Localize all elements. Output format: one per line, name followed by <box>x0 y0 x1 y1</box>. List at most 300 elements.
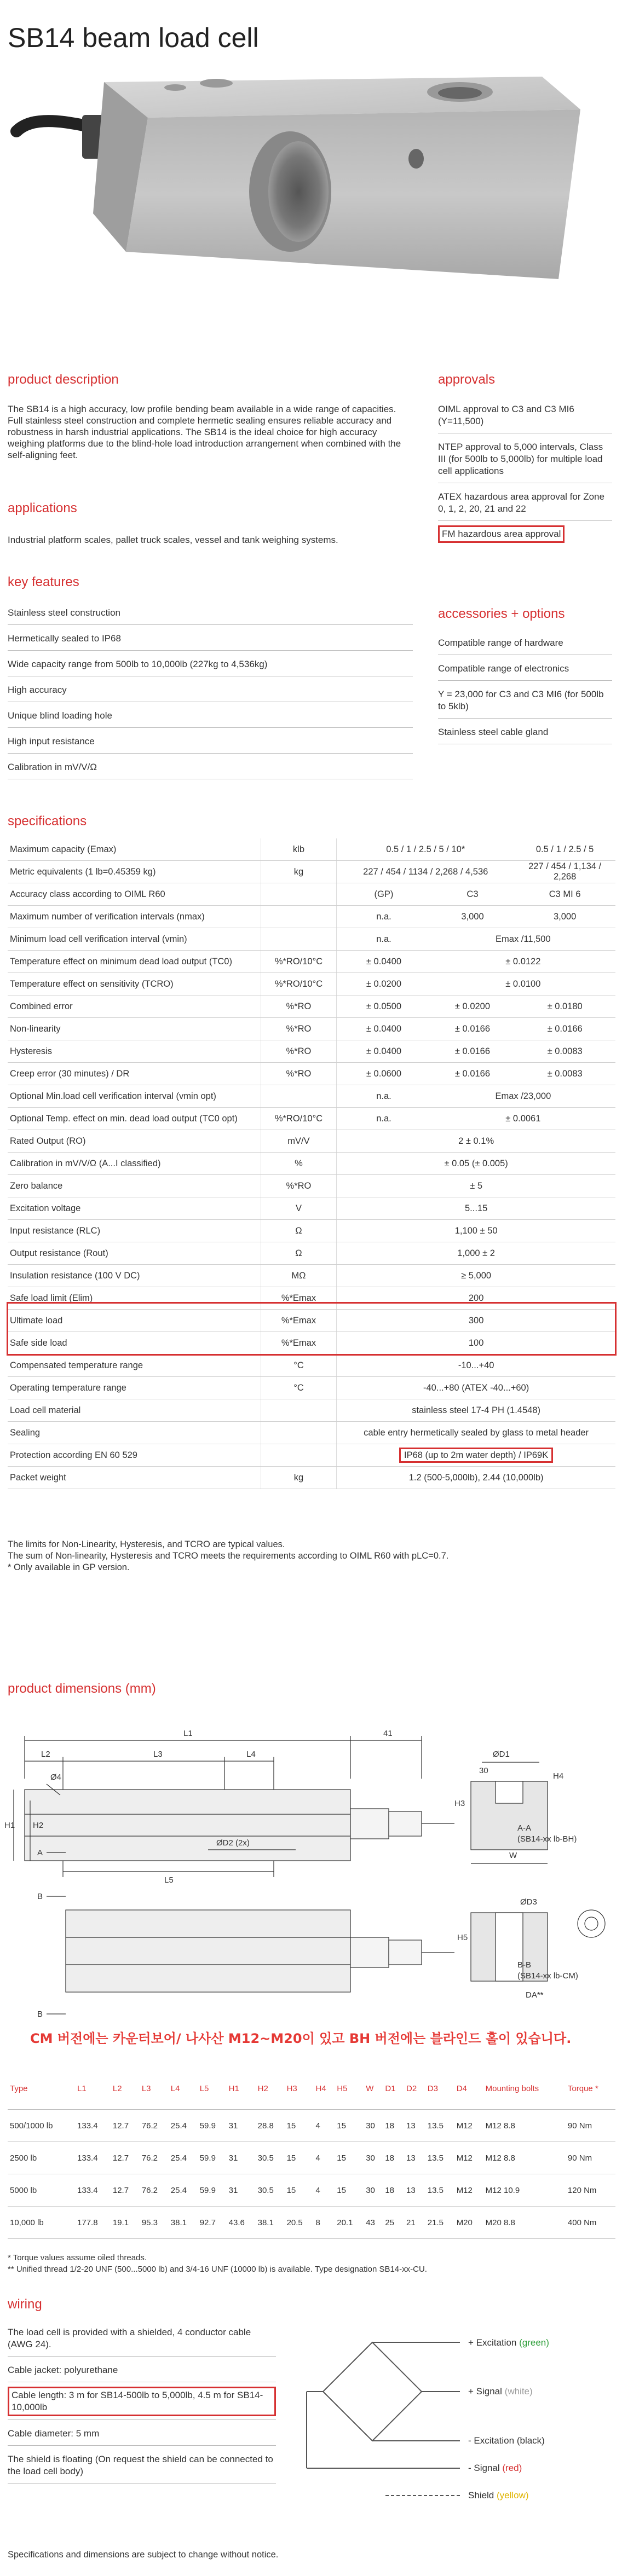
dim-cell: 133.4 <box>75 2142 111 2174</box>
spec-row <box>8 928 615 951</box>
dim-cell: 76.2 <box>140 2174 169 2207</box>
list-item: Y = 23,000 for C3 and C3 MI6 (for 500lb to 5klb) <box>438 681 612 719</box>
spec-value: ± 0.0180 <box>514 995 615 1018</box>
spec-unit: %*RO <box>261 1018 337 1040</box>
label-30: 30 <box>479 1766 488 1775</box>
dim-header: H3 <box>285 2068 314 2110</box>
list-item: Unique blind loading hole <box>8 702 413 728</box>
label-B2: B <box>37 2010 43 2019</box>
spec-unit <box>261 1399 337 1422</box>
spec-value: ± 0.0400 <box>337 1040 431 1063</box>
dim-cell: 92.7 <box>198 2207 227 2239</box>
label-H2: H2 <box>33 1821 44 1830</box>
spec-value: n.a. <box>337 1108 431 1130</box>
label-D1: ØD1 <box>493 1750 510 1759</box>
key-features-heading: key features <box>8 575 79 589</box>
spec-value: 1,100 ± 50 <box>337 1220 615 1242</box>
dim-header: H2 <box>256 2068 285 2110</box>
label-L1: L1 <box>183 1729 193 1738</box>
product-dimensions-heading: product dimensions (mm) <box>8 1681 156 1696</box>
spec-unit: kg <box>261 861 337 883</box>
spec-value: 100 <box>337 1332 615 1354</box>
spec-unit: %*RO/10°C <box>261 973 337 995</box>
spec-value: ± 5 <box>337 1175 615 1197</box>
dim-cell: M12 <box>454 2174 483 2207</box>
spec-value: (GP) <box>337 883 431 906</box>
spec-label: Maximum capacity (Emax) <box>8 838 261 861</box>
dim-cell: M12 8.8 <box>483 2142 566 2174</box>
dim-cell: 31 <box>227 2142 256 2174</box>
dim-cell: 31 <box>227 2174 256 2207</box>
spec-value: 5...15 <box>337 1197 615 1220</box>
specifications-table <box>8 838 615 1489</box>
dim-cell: M20 <box>454 2207 483 2239</box>
signal-label: - Signal (red) <box>468 2463 522 2473</box>
dim-cell: 95.3 <box>140 2207 169 2239</box>
resistance-highlight <box>7 1302 617 1356</box>
dim-cell: 8 <box>314 2207 335 2239</box>
spec-label: Excitation voltage <box>8 1197 261 1220</box>
spec-row <box>8 1399 615 1422</box>
spec-note: The sum of Non-linearity, Hysteresis and TCRO meets the requirements according to OIML R60 with pLC=0.7. <box>8 1551 449 1561</box>
dim-cell: 15 <box>285 2174 314 2207</box>
spec-unit: %*RO <box>261 1040 337 1063</box>
spec-value <box>337 1444 615 1467</box>
spec-value: -10...+40 <box>337 1354 615 1377</box>
dim-cell: 12.7 <box>111 2110 140 2142</box>
table-row <box>8 2174 615 2207</box>
spec-value: 227 / 454 / 1134 / 2,268 / 4,536 <box>337 861 515 883</box>
page-title: SB14 beam load cell <box>8 22 259 53</box>
label-L5: L5 <box>164 1875 174 1885</box>
dim-header: D3 <box>425 2068 454 2110</box>
spec-value: Emax /23,000 <box>431 1085 615 1108</box>
spec-value: 0.5 / 1 / 2.5 / 5 <box>514 838 615 861</box>
product-description-heading: product description <box>8 372 119 387</box>
signal-label: + Excitation (green) <box>468 2337 549 2348</box>
spec-value: 2 ± 0.1% <box>337 1130 615 1153</box>
applications-heading: applications <box>8 501 77 516</box>
spec-unit: %*RO/10°C <box>261 1108 337 1130</box>
label-D3: ØD3 <box>520 1897 537 1907</box>
spec-unit: %*RO/10°C <box>261 951 337 973</box>
dim-cell: 13.5 <box>425 2174 454 2207</box>
label-D4: DA** <box>526 1990 544 2000</box>
dim-cell: 25.4 <box>169 2174 198 2207</box>
approvals-list <box>438 396 612 548</box>
list-item: Stainless steel construction <box>8 599 413 625</box>
dim-cell: 13.5 <box>425 2142 454 2174</box>
dim-cell: 25.4 <box>169 2142 198 2174</box>
label-AA-sub: (SB14-xx lb-BH) <box>517 1834 577 1844</box>
spec-row <box>8 883 615 906</box>
spec-label: Creep error (30 minutes) / DR <box>8 1063 261 1085</box>
spec-row <box>8 1377 615 1399</box>
spec-label: Load cell material <box>8 1399 261 1422</box>
dim-cell: M12 10.9 <box>483 2174 566 2207</box>
spec-unit: %*RO <box>261 1175 337 1197</box>
list-item: Hermetically sealed to IP68 <box>8 625 413 651</box>
dim-cell: M12 <box>454 2110 483 2142</box>
dim-cell: 4 <box>314 2110 335 2142</box>
signal-label: - Excitation (black) <box>468 2435 545 2446</box>
dim-cell: 59.9 <box>198 2110 227 2142</box>
spec-unit <box>261 1444 337 1467</box>
spec-value: 1.2 (500-5,000lb), 2.44 (10,000lb) <box>337 1467 615 1489</box>
dim-cell: 4 <box>314 2174 335 2207</box>
spec-unit: klb <box>261 838 337 861</box>
dim-cell: 31 <box>227 2110 256 2142</box>
dim-header: D4 <box>454 2068 483 2110</box>
spec-label: Sealing <box>8 1422 261 1444</box>
spec-value: ± 0.0166 <box>431 1018 515 1040</box>
dim-cell: 15 <box>285 2110 314 2142</box>
dim-cell: 30.5 <box>256 2142 285 2174</box>
spec-row <box>8 1063 615 1085</box>
dim-cell: 28.8 <box>256 2110 285 2142</box>
spec-unit: V <box>261 1197 337 1220</box>
dim-cell: 43 <box>364 2207 383 2239</box>
spec-row <box>8 1242 615 1265</box>
spec-row <box>8 1354 615 1377</box>
spec-value: ± 0.0083 <box>514 1040 615 1063</box>
dim-cell: 38.1 <box>169 2207 198 2239</box>
label-H4: H4 <box>553 1772 564 1781</box>
spec-unit: % <box>261 1153 337 1175</box>
spec-value: ± 0.0100 <box>431 973 615 995</box>
dim-cell: 76.2 <box>140 2110 169 2142</box>
spec-unit: Ω <box>261 1220 337 1242</box>
list-item: The load cell is provided with a shielded, 4 conductor cable (AWG 24). <box>8 2319 276 2357</box>
spec-unit <box>261 883 337 906</box>
dimension-drawing <box>0 1724 622 2019</box>
wiring-heading: wiring <box>8 2297 42 2312</box>
dim-cell: 15 <box>335 2142 364 2174</box>
spec-value: ± 0.0500 <box>337 995 431 1018</box>
dim-header: L3 <box>140 2068 169 2110</box>
dim-cell: 30 <box>364 2174 383 2207</box>
spec-unit: %*Emax <box>261 1310 337 1332</box>
dimension-notes <box>8 2252 610 2275</box>
list-item: Cable diameter: 5 mm <box>8 2420 276 2446</box>
dim-cell: 43.6 <box>227 2207 256 2239</box>
spec-label: Rated Output (RO) <box>8 1130 261 1153</box>
fm-approval-highlight: FM hazardous area approval <box>438 525 565 543</box>
spec-label: Temperature effect on sensitivity (TCRO) <box>8 973 261 995</box>
ip-rating-highlight: IP68 (up to 2m water depth) / IP69K <box>399 1448 553 1463</box>
label-d4: Ø4 <box>50 1773 62 1782</box>
dim-cell: 12.7 <box>111 2174 140 2207</box>
signal-label: Shield (yellow) <box>468 2490 529 2500</box>
spec-unit: %*RO <box>261 995 337 1018</box>
spec-unit: mV/V <box>261 1130 337 1153</box>
spec-value: 0.5 / 1 / 2.5 / 5 / 10* <box>337 838 515 861</box>
spec-row <box>8 973 615 995</box>
approvals-heading: approvals <box>438 372 496 387</box>
spec-value: stainless steel 17-4 PH (1.4548) <box>337 1399 615 1422</box>
spec-row <box>8 1018 615 1040</box>
dim-header: Type <box>8 2068 75 2110</box>
dim-cell: 500/1000 lb <box>8 2110 75 2142</box>
spec-value: C3 MI 6 <box>514 883 615 906</box>
spec-value: C3 <box>431 883 515 906</box>
dim-cell: 120 Nm <box>566 2174 615 2207</box>
label-H3: H3 <box>454 1799 465 1808</box>
spec-unit: %*RO <box>261 1063 337 1085</box>
dim-header: L5 <box>198 2068 227 2110</box>
dim-cell: 18 <box>383 2174 404 2207</box>
spec-label: Optional Temp. effect on min. dead load output (TC0 opt) <box>8 1108 261 1130</box>
spec-label: Combined error <box>8 995 261 1018</box>
dim-cell: 12.7 <box>111 2142 140 2174</box>
spec-row <box>8 1422 615 1444</box>
spec-label: Safe load limit (Elim) <box>8 1287 261 1310</box>
table-row <box>8 2110 615 2142</box>
spec-value: ± 0.0083 <box>514 1063 615 1085</box>
list-item: High input resistance <box>8 728 413 754</box>
label-B1: B <box>37 1892 43 1901</box>
spec-value: ± 0.0122 <box>431 951 615 973</box>
key-features-list <box>8 599 413 779</box>
dim-cell: 133.4 <box>75 2174 111 2207</box>
spec-value: ≥ 5,000 <box>337 1265 615 1287</box>
list-item: OIML approval to C3 and C3 MI6 (Y=11,500) <box>438 396 612 433</box>
spec-value: ± 0.0166 <box>431 1040 515 1063</box>
cable-length-highlight: Cable length: 3 m for SB14-500lb to 5,000lb, 4.5 m for SB14-10,000lb <box>8 2387 276 2416</box>
spec-label: Compensated temperature range <box>8 1354 261 1377</box>
label-H1: H1 <box>4 1821 15 1830</box>
spec-unit: MΩ <box>261 1265 337 1287</box>
dim-header: L1 <box>75 2068 111 2110</box>
dim-cell: 13.5 <box>425 2110 454 2142</box>
spec-unit <box>261 906 337 928</box>
spec-value: n.a. <box>337 928 431 951</box>
spec-value: ± 0.0400 <box>337 951 431 973</box>
list-item: The shield is floating (On request the shield can be connected to the load cell body) <box>8 2446 276 2484</box>
spec-value: 200 <box>337 1287 615 1310</box>
label-D2: ØD2 (2x) <box>216 1838 250 1848</box>
spec-row <box>8 1085 615 1108</box>
spec-row <box>8 906 615 928</box>
korean-note: CM 버전에는 카운터보어/ 나사산 M12~M20이 있고 BH 버전에는 블라인드 홀이 있습니다. <box>30 2031 572 2046</box>
label-W: W <box>509 1851 517 1860</box>
spec-value: ± 0.0200 <box>337 973 431 995</box>
spec-value: ± 0.0600 <box>337 1063 431 1085</box>
dim-cell: 90 Nm <box>566 2142 615 2174</box>
dim-cell: 30 <box>364 2110 383 2142</box>
dim-cell: 133.4 <box>75 2110 111 2142</box>
dim-cell: 38.1 <box>256 2207 285 2239</box>
spec-label: Calibration in mV/V/Ω (A...I classified) <box>8 1153 261 1175</box>
dim-cell: 15 <box>335 2174 364 2207</box>
spec-value: 1,000 ± 2 <box>337 1242 615 1265</box>
dim-header: L4 <box>169 2068 198 2110</box>
spec-label: Non-linearity <box>8 1018 261 1040</box>
label-BB: B-B <box>517 1960 532 1970</box>
dim-cell: 10,000 lb <box>8 2207 75 2239</box>
wiring-diagram <box>296 2331 580 2528</box>
spec-value: 227 / 454 / 1,134 / 2,268 <box>514 861 615 883</box>
dim-cell: 30 <box>364 2142 383 2174</box>
list-item: Calibration in mV/V/Ω <box>8 754 413 779</box>
dim-cell: 4 <box>314 2142 335 2174</box>
label-41: 41 <box>383 1729 393 1738</box>
dim-header: D1 <box>383 2068 404 2110</box>
dim-cell: 59.9 <box>198 2174 227 2207</box>
dim-note: * Torque values assume oiled threads. <box>8 2253 147 2262</box>
spec-unit <box>261 928 337 951</box>
dim-cell: 15 <box>335 2110 364 2142</box>
spec-unit: %*Emax <box>261 1332 337 1354</box>
dim-cell: 59.9 <box>198 2142 227 2174</box>
spec-value: Emax /11,500 <box>431 928 615 951</box>
list-item: High accuracy <box>8 676 413 702</box>
dim-header: Mounting bolts <box>483 2068 566 2110</box>
dim-header: L2 <box>111 2068 140 2110</box>
spec-label: Optional Min.load cell verification interval (vmin opt) <box>8 1085 261 1108</box>
dim-cell: 18 <box>383 2110 404 2142</box>
dimensions-table <box>8 2068 615 2239</box>
dim-header: H4 <box>314 2068 335 2110</box>
label-BB-sub: (SB14-xx lb-CM) <box>517 1971 578 1981</box>
list-item: NTEP approval to 5,000 intervals, Class III (for 500lb to 5,000lb) for multiple load cell applications <box>438 433 612 483</box>
spec-note: The limits for Non-Linearity, Hysteresis, and TCRO are typical values. <box>8 1539 285 1549</box>
spec-label: Ultimate load <box>8 1310 261 1332</box>
dim-note: ** Unified thread 1/2-20 UNF (500...5000 lb) and 3/4-16 UNF (10000 lb) is available. Type designation SB14-xx-CU. <box>8 2265 427 2274</box>
spec-label: Packet weight <box>8 1467 261 1489</box>
dim-header: W <box>364 2068 383 2110</box>
spec-unit <box>261 1422 337 1444</box>
spec-note: * Only available in GP version. <box>8 1562 130 1572</box>
spec-unit: kg <box>261 1467 337 1489</box>
label-A1: A <box>37 1848 43 1857</box>
spec-value: ± 0.0200 <box>431 995 515 1018</box>
spec-label: Temperature effect on minimum dead load output (TC0) <box>8 951 261 973</box>
spec-value: cable entry hermetically sealed by glass to metal header <box>337 1422 615 1444</box>
spec-label: Minimum load cell verification interval (vmin) <box>8 928 261 951</box>
dim-cell: 76.2 <box>140 2142 169 2174</box>
dim-cell: 13 <box>404 2142 425 2174</box>
spec-value: ± 0.05 (± 0.005) <box>337 1153 615 1175</box>
table-row <box>8 2142 615 2174</box>
label-H5: H5 <box>457 1933 468 1942</box>
spec-row <box>8 1197 615 1220</box>
spec-label: Operating temperature range <box>8 1377 261 1399</box>
dim-cell: 2500 lb <box>8 2142 75 2174</box>
list-item: Stainless steel cable gland <box>438 719 612 744</box>
dim-cell: 20.5 <box>285 2207 314 2239</box>
specifications-heading: specifications <box>8 814 87 829</box>
dim-cell: 15 <box>285 2142 314 2174</box>
label-L2: L2 <box>41 1750 50 1759</box>
spec-row <box>8 1130 615 1153</box>
spec-label: Hysteresis <box>8 1040 261 1063</box>
spec-unit: %*Emax <box>261 1287 337 1310</box>
load-cell-image <box>0 49 622 356</box>
spec-value: ± 0.0400 <box>337 1018 431 1040</box>
dim-cell: 21 <box>404 2207 425 2239</box>
spec-label: Maximum number of verification intervals (nmax) <box>8 906 261 928</box>
spec-unit: °C <box>261 1354 337 1377</box>
dim-cell: 19.1 <box>111 2207 140 2239</box>
spec-row <box>8 951 615 973</box>
spec-label: Insulation resistance (100 V DC) <box>8 1265 261 1287</box>
dim-cell: 25 <box>383 2207 404 2239</box>
list-item: Compatible range of hardware <box>438 629 612 655</box>
spec-row <box>8 1220 615 1242</box>
table-row <box>8 2207 615 2239</box>
label-L4: L4 <box>246 1750 256 1759</box>
spec-value: ± 0.0166 <box>514 1018 615 1040</box>
spec-row <box>8 1175 615 1197</box>
dim-header: Torque * <box>566 2068 615 2110</box>
spec-value: n.a. <box>337 1085 431 1108</box>
spec-value: 3,000 <box>431 906 515 928</box>
dim-cell: 13 <box>404 2110 425 2142</box>
spec-row <box>8 1153 615 1175</box>
dim-cell: 21.5 <box>425 2207 454 2239</box>
dim-cell: 90 Nm <box>566 2110 615 2142</box>
spec-label: Input resistance (RLC) <box>8 1220 261 1242</box>
dim-cell: 20.1 <box>335 2207 364 2239</box>
spec-row <box>8 995 615 1018</box>
spec-row <box>8 1467 615 1489</box>
spec-row <box>8 1040 615 1063</box>
spec-row <box>8 838 615 861</box>
dim-cell: M12 8.8 <box>483 2110 566 2142</box>
accessories-list <box>438 629 612 744</box>
spec-notes <box>8 1539 610 1573</box>
spec-label: Safe side load <box>8 1332 261 1354</box>
dim-cell: 25.4 <box>169 2110 198 2142</box>
dim-header: H5 <box>335 2068 364 2110</box>
spec-value: n.a. <box>337 906 431 928</box>
wiring-list <box>8 2319 276 2484</box>
spec-row <box>8 1265 615 1287</box>
product-description-text: The SB14 is a high accuracy, low profile bending beam available in a wide range of capacities. Full stainless steel construction and complete hermetic sealing ensures reliable accuracy and robustness in harsh industrial applications. The SB14 is the ideal choice for high accuracy weighing platforms due to the blind-hole load introduction arrangement when combined with the self-aligning feet. <box>8 404 401 460</box>
list-item: Cable jacket: polyurethane <box>8 2357 276 2382</box>
list-item: ATEX hazardous area approval for Zone 0, 1, 2, 20, 21 and 22 <box>438 483 612 521</box>
dim-cell: 5000 lb <box>8 2174 75 2207</box>
spec-value: -40...+80 (ATEX -40...+60) <box>337 1377 615 1399</box>
spec-row <box>8 1108 615 1130</box>
spec-label: Metric equivalents (1 lb=0.45359 kg) <box>8 861 261 883</box>
spec-label: Accuracy class according to OIML R60 <box>8 883 261 906</box>
spec-row <box>8 1444 615 1467</box>
dim-cell: M12 <box>454 2142 483 2174</box>
spec-label: Zero balance <box>8 1175 261 1197</box>
list-item: Wide capacity range from 500lb to 10,000lb (227kg to 4,536kg) <box>8 651 413 676</box>
spec-unit: °C <box>261 1377 337 1399</box>
dim-cell: 13 <box>404 2174 425 2207</box>
spec-value: ± 0.0061 <box>431 1108 615 1130</box>
dim-cell: 18 <box>383 2142 404 2174</box>
label-L3: L3 <box>153 1750 163 1759</box>
dim-cell: 400 Nm <box>566 2207 615 2239</box>
spec-value: 300 <box>337 1310 615 1332</box>
spec-unit: Ω <box>261 1242 337 1265</box>
dim-header: H1 <box>227 2068 256 2110</box>
signal-label: + Signal (white) <box>468 2386 533 2396</box>
label-AA: A-A <box>517 1824 532 1833</box>
spec-label: Protection according EN 60 529 <box>8 1444 261 1467</box>
spec-value: 3,000 <box>514 906 615 928</box>
accessories-heading: accessories + options <box>438 606 565 621</box>
dim-header: D2 <box>404 2068 425 2110</box>
dim-cell: 30.5 <box>256 2174 285 2207</box>
applications-text: Industrial platform scales, pallet truck scales, vessel and tank weighing systems. <box>8 535 338 545</box>
spec-value: ± 0.0166 <box>431 1063 515 1085</box>
